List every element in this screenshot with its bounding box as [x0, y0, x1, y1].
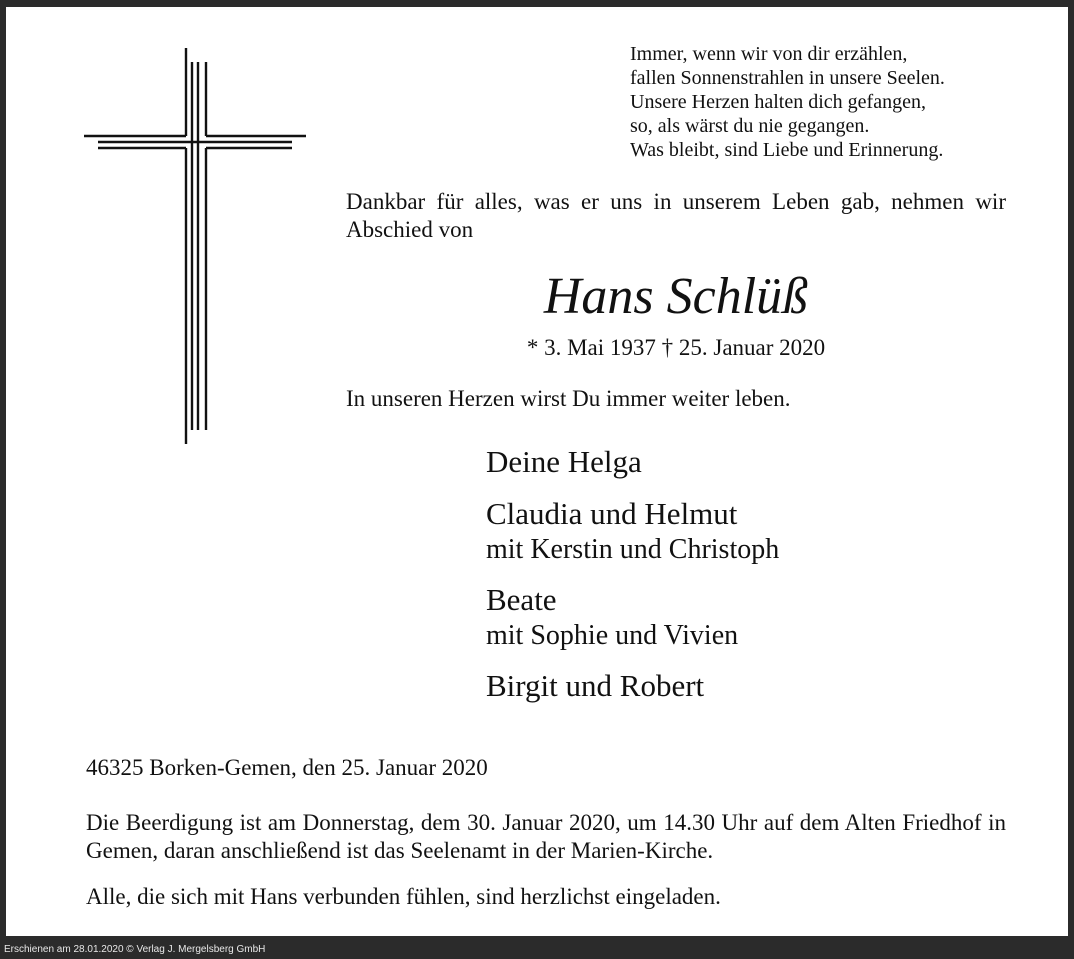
deceased-name: Hans Schlüß: [543, 268, 809, 325]
mourner-name: Beate: [486, 582, 557, 617]
poem: Immer, wenn wir von dir erzählen, fallen Sonnenstrahlen in unsere Seelen. Unsere Herzen halten dich gefangen, so, als wärst du nie gegangen. Was bleibt, sind Liebe und Erinnerung.: [630, 43, 945, 161]
mourners-list: [486, 443, 779, 719]
mourner-group: [486, 581, 779, 653]
mourner-name: Deine Helga: [486, 444, 642, 479]
publication-footer: Erschienen am 28.01.2020 © Verlag J. Mergelsberg GmbH: [4, 944, 266, 955]
mourner-subline: mit Sophie und Vivien: [486, 620, 739, 651]
mourner-subline: mit Kerstin und Christoph: [486, 534, 780, 565]
cross-icon: [84, 48, 308, 444]
place-date: 46325 Borken-Gemen, den 25. Januar 2020: [86, 755, 488, 780]
mourner-name: Claudia und Helmut: [486, 496, 738, 531]
mourner-group: [486, 495, 779, 567]
motto-text: In unseren Herzen wirst Du immer weiter leben.: [346, 386, 791, 411]
life-dates: * 3. Mai 1937 † 25. Januar 2020: [526, 335, 826, 360]
mourner-name: Birgit und Robert: [486, 668, 705, 703]
mourner-group: [486, 443, 779, 481]
mourner-group: [486, 667, 779, 705]
funeral-info: Die Beerdigung ist am Donnerstag, dem 30. Januar 2020, um 14.30 Uhr auf dem Alten Friedhof in Gemen, daran anschließend ist das Seelenamt in der Marien-Kirche.: [86, 810, 1006, 863]
obituary-card: [6, 7, 1068, 936]
invitation-text: Alle, die sich mit Hans verbunden fühlen, sind herzlichst eingeladen.: [86, 884, 721, 909]
intro-text: Dankbar für alles, was er uns in unserem Leben gab, nehmen wir Abschied von: [346, 189, 1006, 242]
